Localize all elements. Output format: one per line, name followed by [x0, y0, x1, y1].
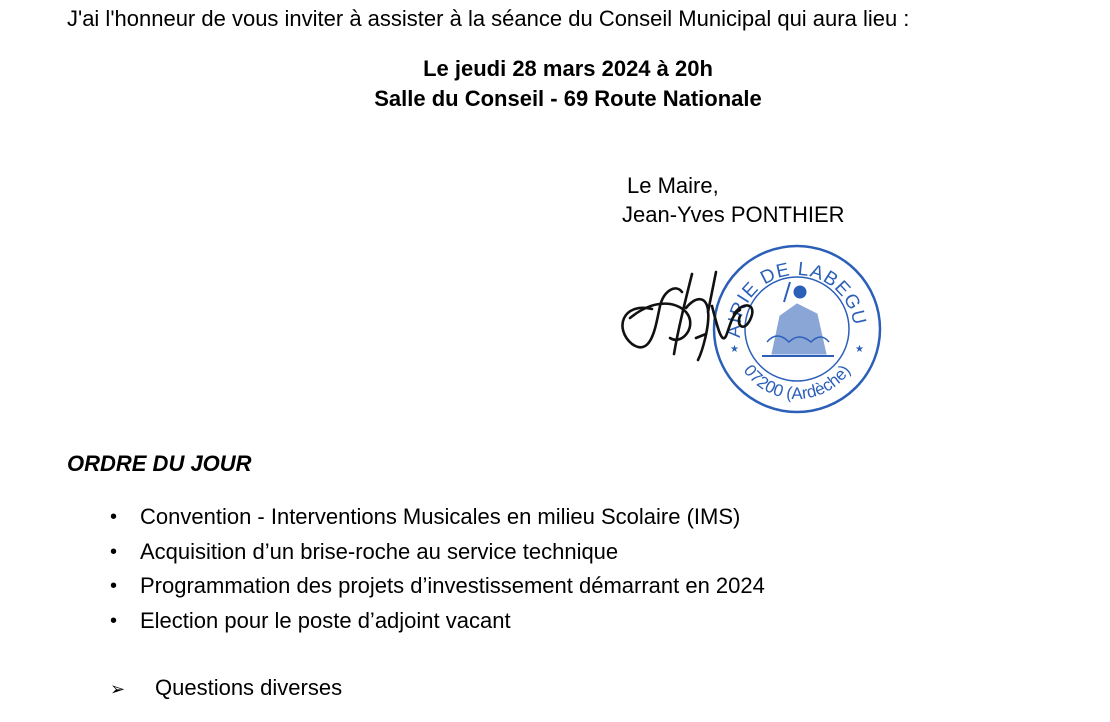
mayor-name: Jean-Yves PONTHIER [622, 202, 845, 227]
meeting-date: Le jeudi 28 mars 2024 à 20h [423, 56, 713, 81]
marianne-emblem [762, 282, 834, 356]
svg-text:★: ★ [855, 344, 864, 355]
misc-questions-text: Questions diverses [155, 675, 343, 700]
svg-text:07200 (Ardèche) [740, 361, 854, 403]
agenda-item-text: Acquisition d’un brise-roche au service technique [140, 538, 619, 564]
svg-text:★: ★ [730, 344, 739, 355]
arrow-bullet-icon: ➢ [110, 679, 126, 699]
mayor-title: Le Maire, [627, 173, 719, 198]
signature-and-stamp [612, 234, 902, 429]
agenda-item [108, 573, 765, 608]
misc-questions [110, 675, 342, 701]
bullet-icon: • [110, 609, 118, 632]
agenda-item-text: Convention - Interventions Musicales en milieu Scolaire (IMS) [140, 504, 741, 529]
official-stamp [612, 234, 902, 424]
agenda-item-text: Programmation des projets d’investissement démarrant en 2024 [140, 573, 765, 598]
bullet-icon: • [110, 540, 118, 563]
bullet-icon: • [110, 506, 118, 528]
agenda-title: ORDRE DU JOUR [67, 451, 252, 476]
svg-text:MAIRIE DE LABEGUDE [612, 234, 870, 338]
invitation-text: J'ai l'honneur de vous inviter à assister à la séance du Conseil Municipal qui aura lieu : [67, 6, 910, 31]
stamp-bottom-text: 07200 (Ardèche) [739, 361, 855, 403]
stamp-top-text: AIRIE DE LABEGU [723, 258, 870, 338]
bullet-icon: • [110, 575, 118, 597]
agenda-item [108, 504, 765, 539]
agenda-list [108, 504, 765, 642]
agenda-item-text: Election pour le poste d’adjoint vacant [140, 607, 511, 633]
meeting-location: Salle du Conseil - 69 Route Nationale [374, 86, 762, 111]
agenda-item [108, 608, 765, 643]
agenda-item [108, 539, 765, 574]
